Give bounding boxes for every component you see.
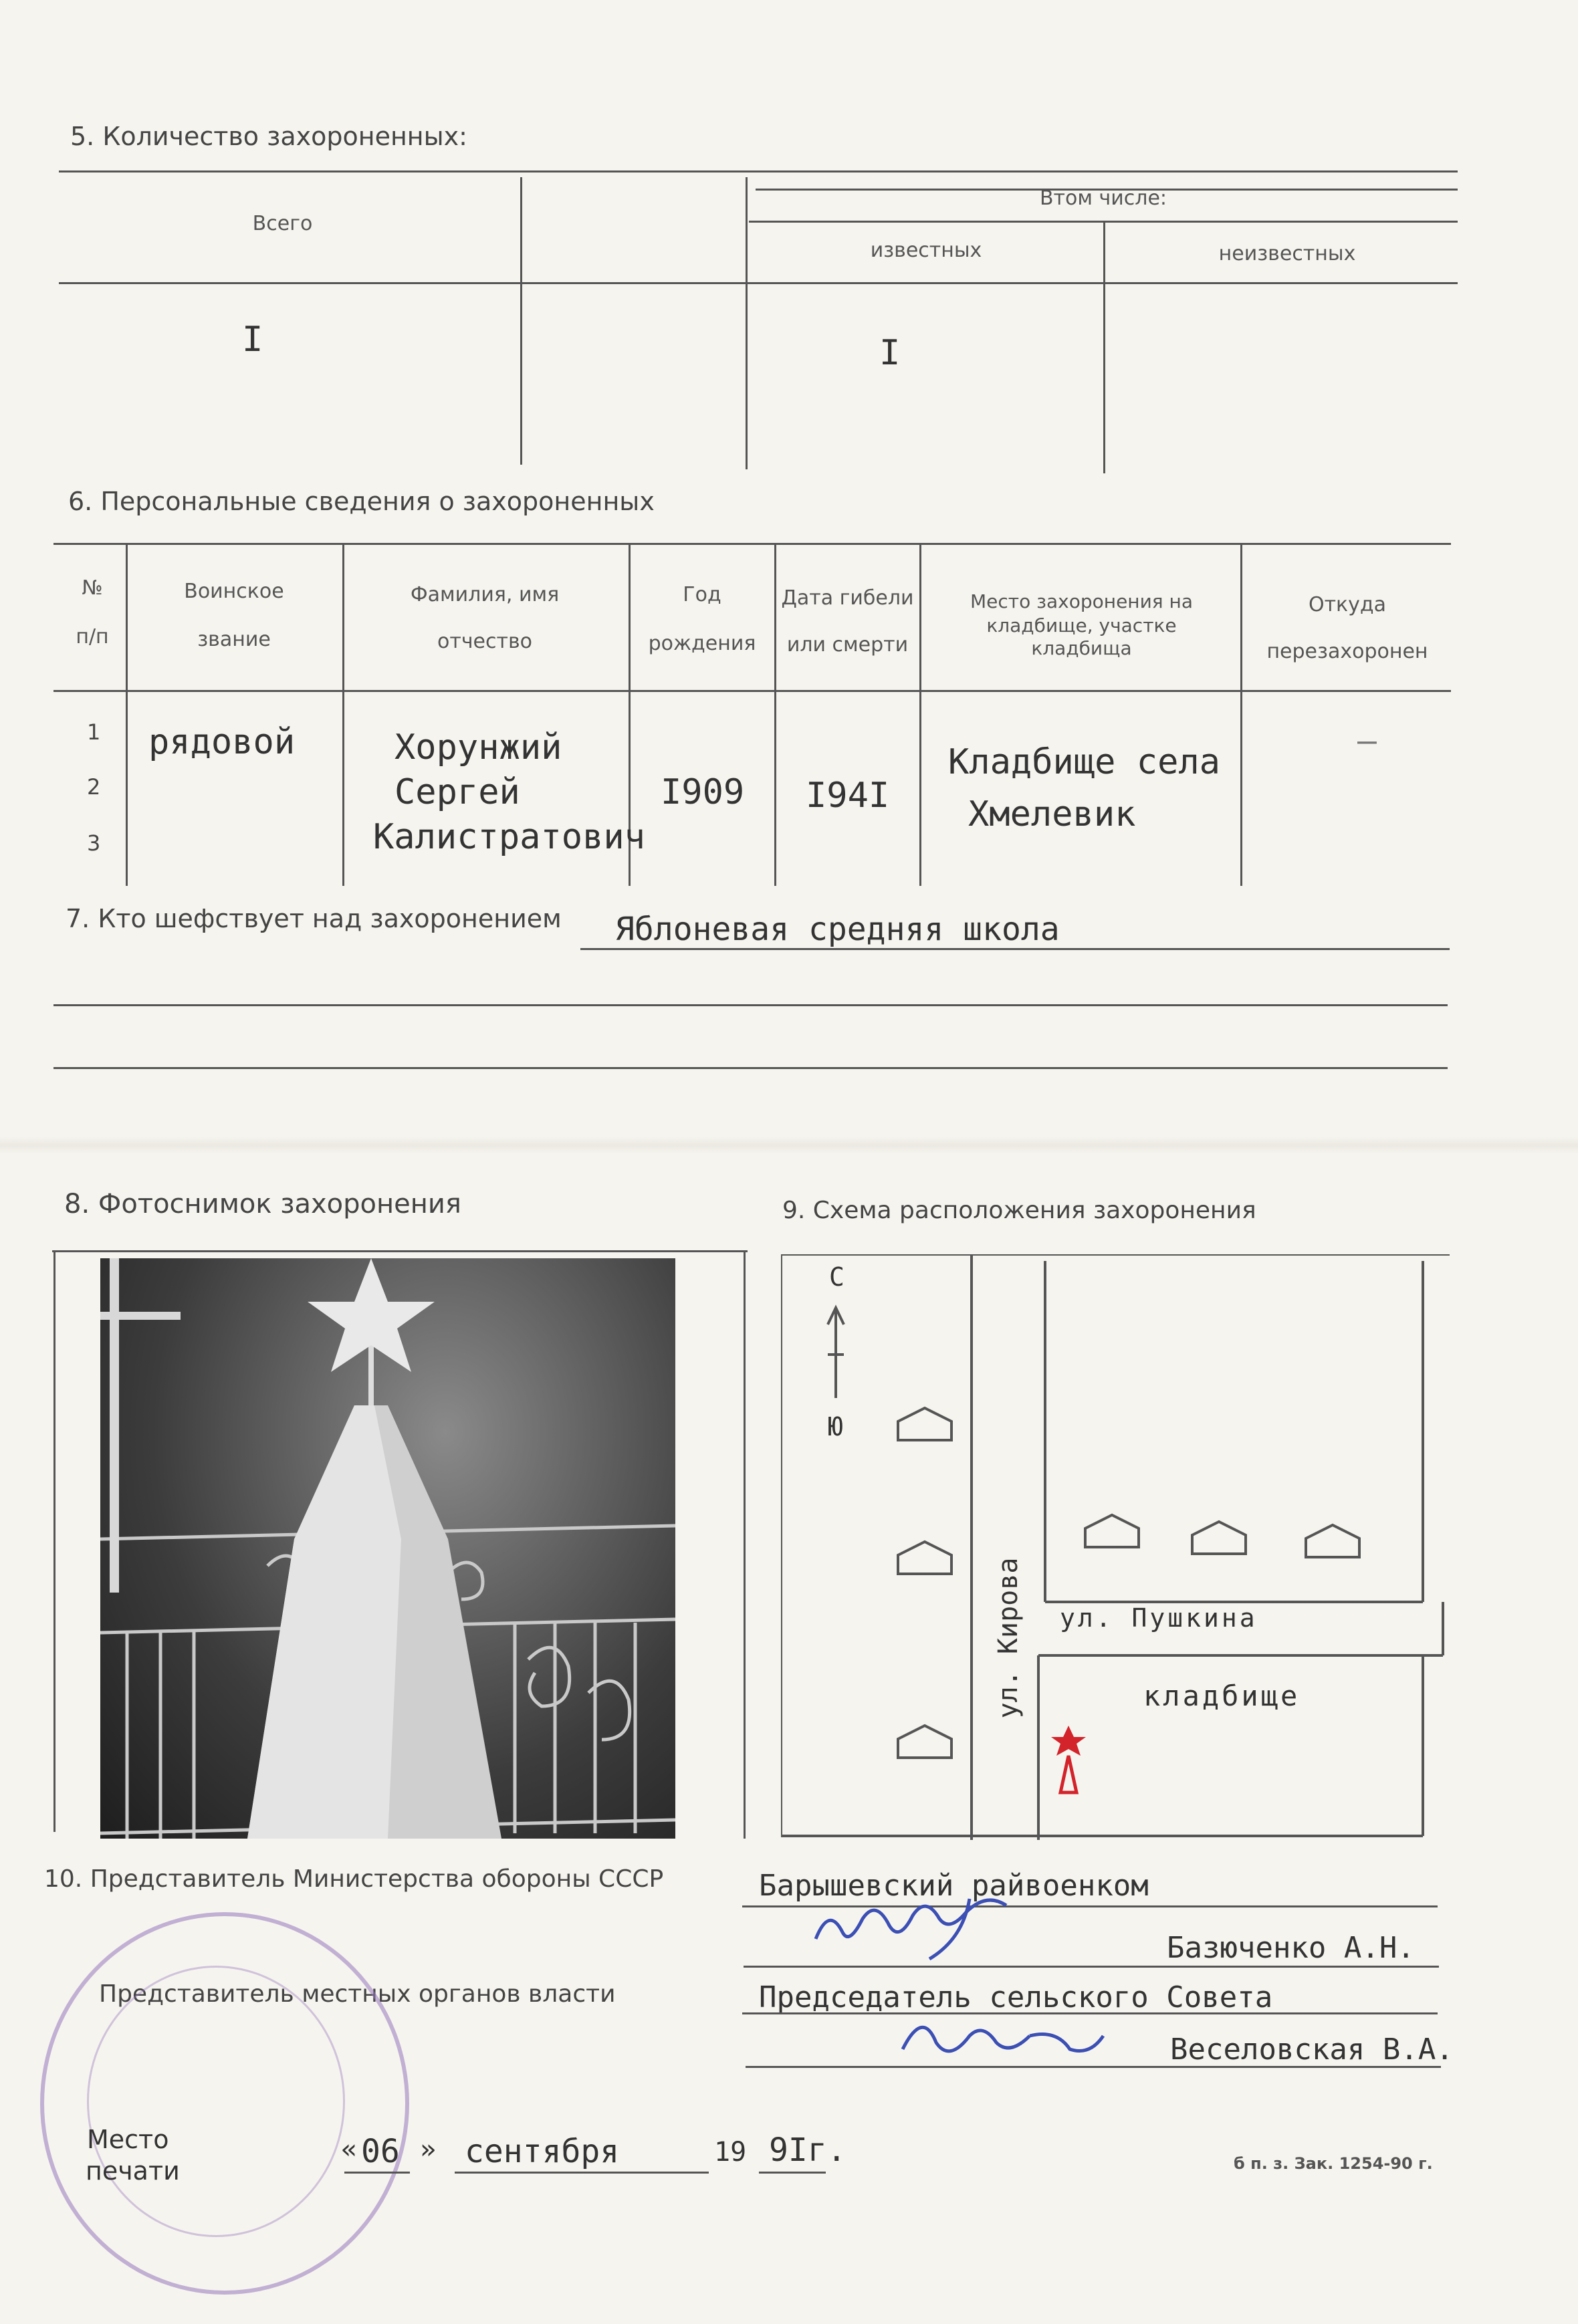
table6-header-num-2: п/п bbox=[76, 625, 109, 649]
table6-header-place-1: Место захоронения на bbox=[970, 590, 1194, 612]
table6-name-surname: Хорунжий bbox=[394, 727, 562, 768]
date-month: сентября bbox=[465, 2133, 620, 2170]
local-signature-icon bbox=[896, 2002, 1110, 2069]
mod-signatory-name: Базюченко А.Н. bbox=[1167, 1931, 1415, 1965]
table6-birth-value: I909 bbox=[661, 772, 745, 812]
table5-header-bottom bbox=[59, 282, 1458, 284]
section-7-line-2 bbox=[53, 1004, 1448, 1006]
table5-value-known: I bbox=[879, 333, 901, 373]
cemetery-label: кладбище bbox=[1143, 1679, 1301, 1712]
section-7-line-3 bbox=[53, 1067, 1448, 1069]
date-open-quote: « bbox=[341, 2134, 358, 2165]
date-century: 19 bbox=[714, 2137, 747, 2168]
street-pushkina-label: ул. Пушкина bbox=[1060, 1603, 1258, 1633]
table6-header-rank-2: звание bbox=[197, 628, 271, 651]
local-signatory-name: Веселовская В.А. bbox=[1170, 2032, 1454, 2067]
table6-header-from-2: перезахоронен bbox=[1266, 640, 1428, 663]
section-7-label: 7. Кто шефствует над захоронением bbox=[66, 904, 562, 933]
table5-col-divider-2 bbox=[746, 177, 748, 469]
table6-header-birth-1: Год bbox=[683, 583, 721, 606]
table6-header-birth-2: рождения bbox=[648, 632, 756, 655]
stamp-place-label-1: Место bbox=[87, 2125, 169, 2154]
table6-from-value: – bbox=[1357, 722, 1377, 760]
table6-header-name-1: Фамилия, имя bbox=[410, 583, 560, 606]
date-day-line bbox=[344, 2172, 410, 2174]
table5-header-unknown: неизвестных bbox=[1218, 242, 1356, 265]
grave-photo bbox=[100, 1258, 675, 1839]
table5-header-known: известных bbox=[870, 239, 982, 262]
grave-photo-drawing bbox=[100, 1258, 675, 1839]
section-6-title: 6. Персональные сведения о захороненных bbox=[68, 487, 655, 516]
print-code: б п. з. Зак. 1254-90 г. bbox=[1234, 2154, 1433, 2173]
table6-row-number-2: 2 bbox=[87, 774, 101, 800]
local-organization: Председатель сельского Совета bbox=[759, 1980, 1273, 2014]
photo-frame-right bbox=[744, 1250, 746, 1839]
table6-col-divider-5 bbox=[919, 545, 921, 886]
compass-south-label: Ю bbox=[828, 1412, 843, 1441]
date-close-quote: » bbox=[420, 2134, 437, 2165]
table6-name-patronymic: Калистратович bbox=[373, 817, 645, 857]
table6-header-from-1: Откуда bbox=[1308, 593, 1387, 616]
table5-col-divider-1 bbox=[520, 177, 522, 465]
mod-organization: Барышевский райвоенком bbox=[759, 1869, 1149, 1903]
official-stamp-inner-ring bbox=[87, 1966, 345, 2237]
table6-place-line-1: Кладбище села bbox=[948, 742, 1220, 782]
table6-header-name-2: отчество bbox=[437, 630, 533, 653]
mod-signature-icon bbox=[802, 1885, 1043, 1966]
section-5-title: 5. Количество захороненных: bbox=[70, 122, 467, 151]
grave-star-icon bbox=[1051, 1726, 1086, 1792]
section-10-label-mod: 10. Представитель Министерства обороны СССР bbox=[44, 1865, 664, 1893]
street-kirova-label: ул. Кирова bbox=[993, 1557, 1024, 1719]
table6-header-death-2: или смерти bbox=[786, 633, 909, 657]
table5-header-including: Втом числе: bbox=[1039, 187, 1167, 210]
date-day: 06 bbox=[361, 2133, 400, 2170]
location-scheme bbox=[781, 1254, 1450, 1840]
page-fold bbox=[0, 1137, 1578, 1154]
compass-north-label: С bbox=[829, 1262, 844, 1292]
table6-header-rank-1: Воинское bbox=[184, 580, 284, 603]
date-year-line bbox=[759, 2172, 826, 2174]
table5-col-divider-3 bbox=[1103, 221, 1105, 473]
table6-header-death-1: Дата гибели bbox=[781, 586, 914, 610]
section-7-value: Яблоневая средняя школа bbox=[615, 911, 1060, 948]
table6-header-num-1: № bbox=[82, 576, 103, 600]
table6-place-line-2: Хмелевик bbox=[968, 794, 1136, 834]
section-10-label-local: Представитель местных органов власти bbox=[99, 1980, 616, 2008]
table5-top-border bbox=[59, 170, 1458, 172]
section-9-title: 9. Схема расположения захоронения bbox=[782, 1197, 1256, 1224]
photo-frame-left bbox=[53, 1250, 55, 1832]
mod-signature-line bbox=[744, 1966, 1439, 1968]
table6-rank-value: рядовой bbox=[148, 722, 296, 762]
cross-icon bbox=[100, 1312, 181, 1320]
stamp-place-label-2: печати bbox=[86, 2156, 180, 2186]
section-7-underline bbox=[580, 948, 1450, 950]
date-month-line bbox=[455, 2172, 709, 2174]
table5-value-total: I bbox=[242, 320, 263, 360]
table6-death-value: I94I bbox=[806, 776, 890, 816]
table5-header-total: Всего bbox=[252, 212, 313, 235]
table6-col-divider-6 bbox=[1240, 545, 1242, 886]
table6-row-number-3: 3 bbox=[87, 830, 101, 856]
table6-header-place-3: кладбища bbox=[1031, 637, 1132, 659]
table6-name-given: Сергей bbox=[394, 772, 520, 812]
date-year: 9Iг. bbox=[769, 2131, 847, 2169]
compass-icon bbox=[828, 1308, 844, 1398]
table6-row-number-1: 1 bbox=[87, 719, 101, 745]
section-8-title: 8. Фотоснимок захоронения bbox=[64, 1189, 461, 1219]
table6-header-place-2: кладбище, участке bbox=[986, 614, 1177, 636]
photo-frame-top bbox=[52, 1250, 748, 1252]
